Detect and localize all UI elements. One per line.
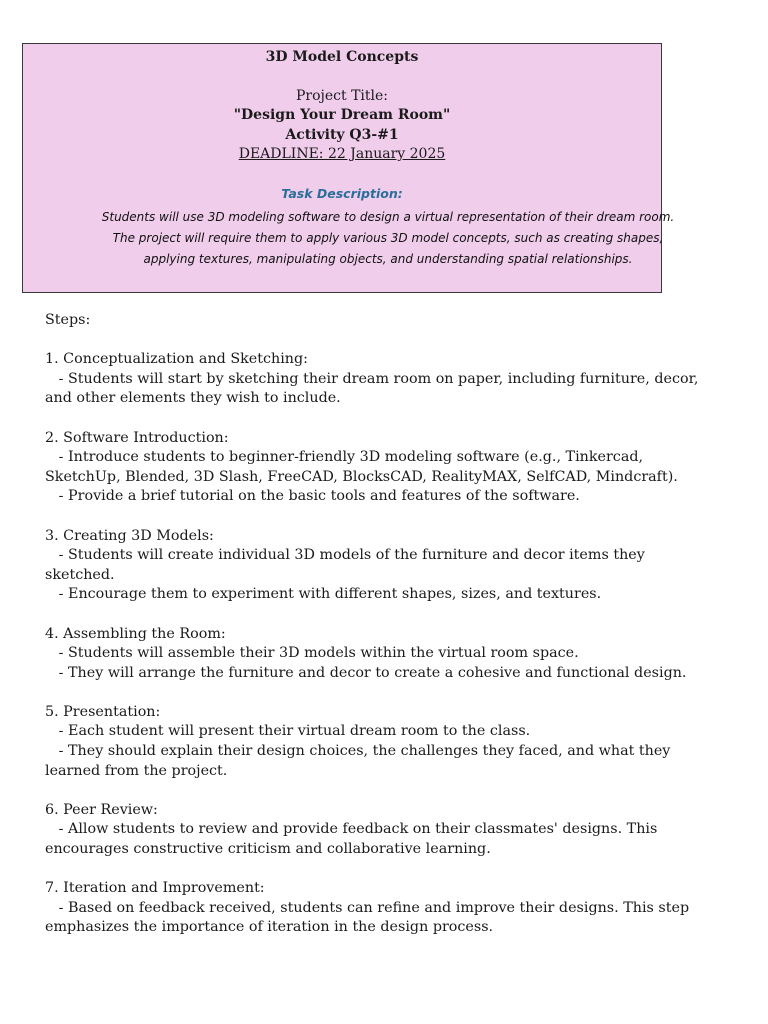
steps-line: - Introduce students to beginner-friendly 3D modeling software (e.g., Tinkercad, — [45, 449, 644, 466]
steps-line: - Students will create individual 3D models of the furniture and decor items they — [45, 547, 645, 564]
deadline: DEADLINE: 22 January 2025 — [238, 146, 446, 162]
steps-line: - Allow students to review and provide feedback on their classmates' designs. This — [45, 821, 658, 838]
steps-line — [45, 781, 735, 801]
steps-line: - Students will assemble their 3D models within the virtual room space. — [45, 645, 579, 662]
steps-line — [45, 331, 735, 351]
task-description-line: applying textures, manipulating objects, and understanding spatial relationships. — [143, 252, 633, 266]
steps-line — [45, 605, 735, 625]
steps-line: 5. Presentation: — [45, 703, 161, 720]
steps-line: 6. Peer Review: — [45, 801, 158, 818]
steps-line — [45, 683, 735, 703]
project-title-label: Project Title: — [295, 88, 388, 104]
steps-line: 1. Conceptualization and Sketching: — [45, 351, 308, 368]
steps-line: 2. Software Introduction: — [45, 429, 229, 446]
task-description-title: Task Description: — [281, 186, 403, 201]
task-description-line: Students will use 3D modeling software to design a virtual representation of their dream room. — [101, 210, 675, 224]
steps-line: - Provide a brief tutorial on the basic tools and features of the software. — [45, 488, 580, 505]
activity-label: Activity Q3-#1 — [285, 127, 399, 143]
steps-line: - They will arrange the furniture and decor to create a cohesive and functional design. — [45, 664, 687, 681]
project-title: "Design Your Dream Room" — [233, 107, 451, 123]
task-description — [43, 207, 733, 270]
steps-line: - They should explain their design choices, the challenges they faced, and what they — [45, 743, 671, 760]
steps-line: emphasizes the importance of iteration in the design process. — [45, 919, 494, 936]
steps-line: and other elements they wish to include. — [45, 390, 341, 407]
task-description-line: The project will require them to apply various 3D model concepts, such as creating shapes, — [112, 231, 664, 245]
steps-line — [45, 409, 735, 429]
course-title: 3D Model Concepts — [265, 49, 419, 65]
steps-line: Steps: — [45, 312, 91, 328]
steps-line: 3. Creating 3D Models: — [45, 527, 214, 544]
steps-line: - Encourage them to experiment with different shapes, sizes, and textures. — [45, 586, 602, 603]
steps-line — [45, 860, 735, 880]
steps-line: learned from the project. — [45, 762, 228, 779]
steps-line: - Based on feedback received, students can refine and improve their designs. This step — [45, 899, 690, 916]
steps-line: - Each student will present their virtual dream room to the class. — [45, 723, 531, 740]
steps-line: 4. Assembling the Room: — [45, 625, 226, 642]
steps-line: 7. Iteration and Improvement: — [45, 880, 265, 897]
header-box — [22, 43, 675, 293]
steps-line: SketchUp, Blended, 3D Slash, FreeCAD, BlocksCAD, RealityMAX, SelfCAD, Mindcraft). — [45, 468, 678, 485]
steps-line: encourages constructive criticism and collaborative learning. — [45, 841, 491, 858]
steps-line: - Students will start by sketching their dream room on paper, including furniture, decor, — [45, 370, 699, 387]
steps-content — [45, 311, 735, 938]
steps-line: sketched. — [45, 566, 115, 583]
steps-line — [45, 507, 735, 527]
